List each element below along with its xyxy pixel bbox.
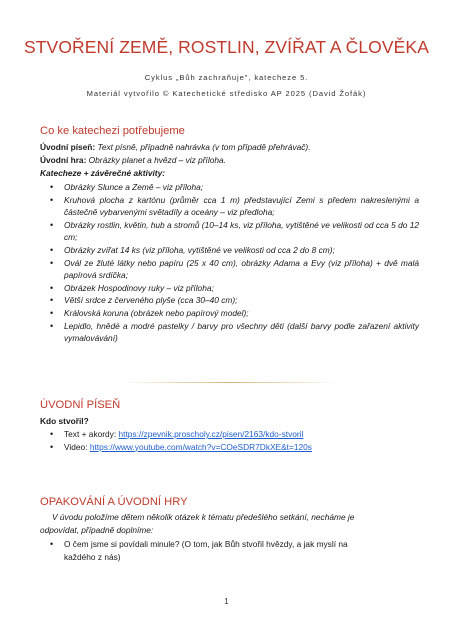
- song-needs-text: Text písně, případně nahrávka (v tom případě přehrávač).: [95, 142, 311, 152]
- song-needs-label: Úvodní píseň:: [40, 142, 96, 152]
- author-subtitle: Materiál vytvořilo © Katechetické středisko AP 2025 (David Žofák): [86, 89, 367, 98]
- review-intro-line2: odpovídat, případně doplníme:: [40, 525, 154, 535]
- song-needs-line: [40, 141, 311, 153]
- list-item: • Obrázek Hospodinovy ruky – viz příloha;: [64, 282, 419, 295]
- list-item: • Obrázky rostlin, květin, hub a stromů (10–14 ks, viz příloha, vytištěné ve velikosti od cca 5 do 12 cm;: [64, 219, 419, 244]
- song-heading: ÚVODNÍ PÍSEŇ: [40, 399, 121, 411]
- song-question: Kdo stvořil?: [40, 416, 89, 426]
- review-question-line1: [50, 538, 348, 550]
- list-item: • Větší srdce z červeného plyše (cca 30–40 cm);: [64, 294, 419, 307]
- game-needs-label: Úvodní hra:: [40, 155, 87, 165]
- needs-heading: Co ke katechezi potřebujeme: [40, 125, 185, 137]
- list-item: • Královská koruna (obrázek nebo papírový model);: [64, 307, 419, 320]
- activities-label: Katecheze + závěrečné aktivity:: [40, 168, 165, 178]
- review-question-line2: každého z nás): [64, 552, 121, 562]
- review-question-text: O čem jsme si povídali minule? (O tom, jak Bůh stvořil hvězdy, a jak myslí na: [64, 539, 348, 549]
- page-number: 1: [224, 597, 229, 606]
- song-links-list: [50, 428, 312, 453]
- needs-list: [64, 181, 419, 345]
- document-title: STVOŘENÍ ZEMĚ, ROSTLIN, ZVÍŘAT A ČLOVĚKA: [24, 37, 429, 57]
- bullet: •: [50, 429, 54, 439]
- cycle-subtitle: Cyklus „Bůh zachraňuje", katecheze 5.: [144, 73, 309, 82]
- section-divider: [120, 382, 340, 383]
- video-link-label: Video:: [64, 441, 90, 452]
- list-item: [50, 428, 312, 441]
- list-item: • Lepidlo, hnědé a modré pastelky / barvy pro všechny děti (další barvy podle zařazení aktivity vymalovávání): [64, 320, 419, 345]
- game-needs-line: [40, 154, 226, 166]
- review-heading: OPAKOVÁNÍ A ÚVODNÍ HRY: [40, 496, 188, 508]
- list-item: • Kruhová plocha z kartónu (průměr cca 1 m) představující Zemi s předem nakreslenými a částečně vybarvenými světadíly a oceány – viz předloha;: [64, 194, 419, 219]
- bullet: •: [50, 441, 54, 452]
- text-link-label: Text + akordy:: [64, 429, 119, 439]
- game-needs-text: Obrázky planet a hvězd – viz příloha.: [86, 155, 226, 165]
- lyrics-link[interactable]: https://zpevnik.proscholy.cz/pisen/2163/kdo-stvoril: [118, 429, 304, 439]
- bullet: •: [50, 539, 54, 549]
- list-item: • Obrázky zvířat 14 ks (viz příloha, vytištěné ve velikosti od cca 2 do 8 cm);: [64, 244, 419, 257]
- video-link[interactable]: https://www.youtube.com/watch?v=COeSDR7DkXE&t=120s: [89, 441, 312, 452]
- review-intro-line1: V úvodu položíme dětem několik otázek k tématu předešlého setkání, necháme je: [52, 512, 355, 522]
- list-item: • Ovál ze žluté látky nebo papíru (25 x 40 cm), obrázky Adama a Evy (viz příloha) + dvě malá papírová srdíčka;: [64, 257, 419, 282]
- list-item: [50, 441, 312, 454]
- list-item: • Obrázky Slunce a Země – viz příloha;: [64, 181, 419, 194]
